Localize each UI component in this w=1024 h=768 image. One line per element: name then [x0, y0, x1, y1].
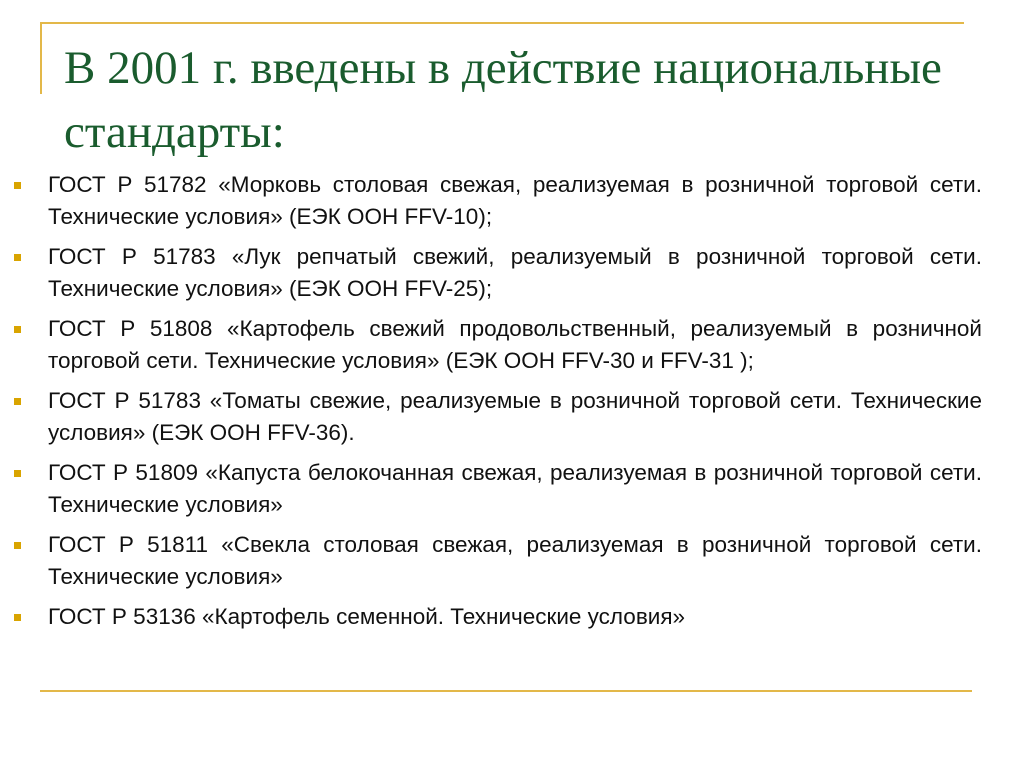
list-item-text: ГОСТ Р 51783 «Томаты свежие, реализуемые в розничной торговой сети. Технические условия» (ЕЭК ООН FFV-36).	[48, 388, 982, 445]
square-bullet-icon	[14, 398, 21, 405]
list-item	[14, 241, 982, 305]
square-bullet-icon	[14, 470, 21, 477]
bullet-list	[14, 169, 982, 641]
list-item	[14, 313, 982, 377]
title-top-rule	[40, 22, 964, 24]
list-item	[14, 601, 982, 633]
square-bullet-icon	[14, 542, 21, 549]
list-item	[14, 529, 982, 593]
list-item	[14, 457, 982, 521]
square-bullet-icon	[14, 326, 21, 333]
list-item-text: ГОСТ Р 51782 «Морковь столовая свежая, реализуемая в розничной торговой сети. Технические условия» (ЕЭК ООН FFV-10);	[48, 172, 982, 229]
bottom-rule	[40, 690, 972, 692]
square-bullet-icon	[14, 614, 21, 621]
list-item	[14, 385, 982, 449]
list-item-text: ГОСТ Р 51809 «Капуста белокочанная свежая, реализуемая в розничной торговой сети. Технические условия»	[48, 460, 982, 517]
list-item-text: ГОСТ Р 53136 «Картофель семенной. Технические условия»	[48, 604, 686, 629]
slide-title: В 2001 г. введены в действие национальные стандарты:	[64, 42, 942, 158]
list-item-text: ГОСТ Р 51811 «Свекла столовая свежая, реализуемая в розничной торговой сети. Технические условия»	[48, 532, 982, 589]
square-bullet-icon	[14, 182, 21, 189]
list-item-text: ГОСТ Р 51808 «Картофель свежий продовольственный, реализуемый в розничной торговой сети. Технические условия» (ЕЭК ООН FFV-30 и FFV-31 );	[48, 316, 982, 373]
list-item	[14, 169, 982, 233]
square-bullet-icon	[14, 254, 21, 261]
list-item-text: ГОСТ Р 51783 «Лук репчатый свежий, реализуемый в розничной торговой сети. Технические условия» (ЕЭК ООН FFV-25);	[48, 244, 982, 301]
title-left-rule	[40, 22, 42, 94]
